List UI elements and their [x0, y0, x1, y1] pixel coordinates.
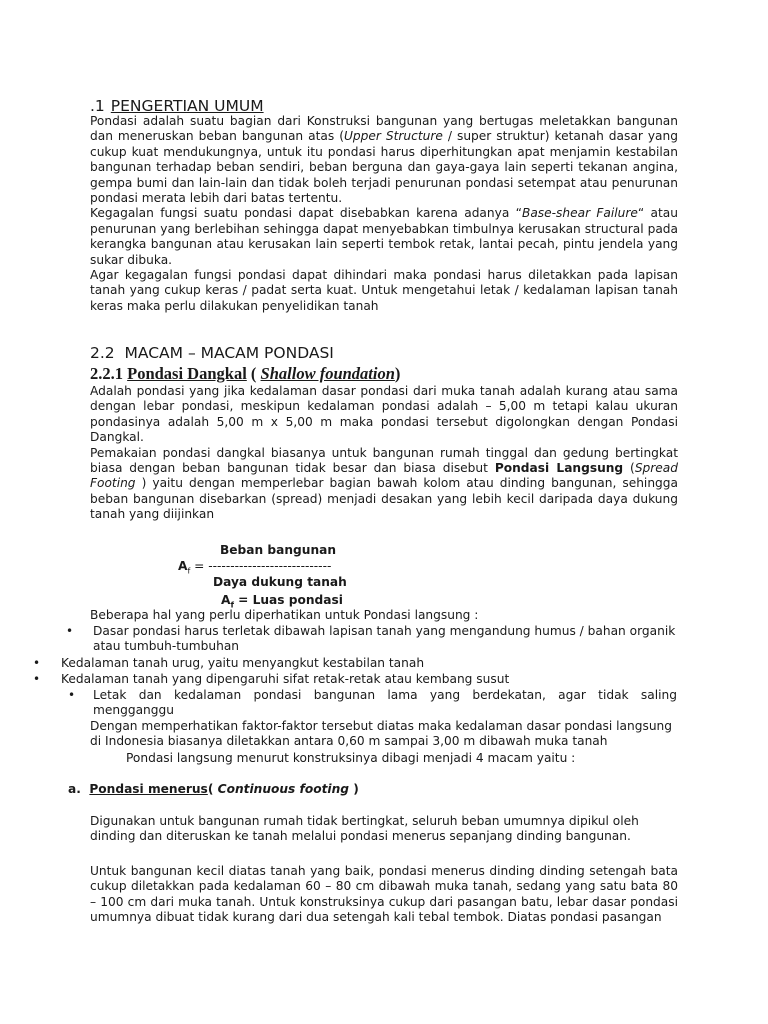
subsection-a-title: Pondasi menerus	[89, 782, 208, 796]
text-run: (	[623, 461, 635, 476]
section-heading-1	[90, 96, 264, 116]
emphasis: Upper Structure	[343, 129, 443, 144]
paragraph: Pondasi langsung menurut konstruksinya dibagi menjadi 4 macam yaitu :	[126, 751, 576, 765]
section-1-body	[90, 114, 678, 314]
emphasis: Continuous footing	[217, 782, 350, 796]
bullet-marker: •	[33, 656, 41, 670]
list-item: Kedalaman tanah yang dipengaruhi sifat retak-retak atau kembang susut	[61, 672, 510, 686]
text-run: Pondasi adalah suatu bagian dari Konstruksi bangunan yang bertugas meletakkan bangunan dan meneruskan beban bangunan atas (	[90, 114, 678, 144]
text-run: / super struktur) ketanah dasar yang cukup kuat mendukungnya, untuk itu pondasi harus diperhitungkan apat menjamin kestabilan bangunan terhadap beban sendiri, beban berguna dan gaya-gaya lain seperti tekanan angina, gempa bumi dan lain-lain dan tidak boleh terjadi penurunan pondasi setempat atau penurunan pondasi merata lebih dari batas tertentu.	[90, 129, 678, 206]
section-2-body	[90, 384, 678, 523]
subsection-a-heading	[68, 782, 359, 797]
paragraph: Adalah pondasi yang jika kedalaman dasar pondasi dari muka tanah adalah kurang atau sama dengan lebar pondasi, meskipun kedalaman pondasi adalah – 5,00 m tetapi kalau ukuran pondasinya adalah 5,00 m x 5,00 m maka pondasi tersebut digolongkan dengan Pondasi Dangkal.	[90, 384, 678, 445]
text-run: (	[246, 364, 261, 383]
bold-term: Pondasi Langsung	[494, 461, 624, 476]
subsection-number: 2.2.1	[90, 364, 123, 383]
bullet-marker: •	[33, 672, 41, 686]
list-letter: a.	[68, 782, 81, 796]
paragraph	[90, 206, 678, 268]
text-run: “ atau penurunan yang berlebihan sehingga dapat menyebabkan timbulnya kerusakan structural pada kerangka bangunan atau kerusakan lain seperti tembok retak, lantai pecah, pintu jendela yang sukar dibuka.	[90, 206, 678, 267]
text-run: )	[349, 782, 359, 796]
paragraph	[90, 114, 678, 206]
text-run: )	[394, 364, 401, 383]
formula-subscript: f	[187, 566, 191, 576]
bullet-marker: •	[66, 624, 74, 638]
notes-intro: Beberapa hal yang perlu diperhatikan untuk Pondasi langsung :	[90, 608, 479, 622]
subsection-title: Pondasi Dangkal	[127, 364, 247, 383]
paragraph: Untuk bangunan kecil diatas tanah yang baik, pondasi menerus dinding dinding setengah bata cukup diletakkan pada kedalaman 60 – 80 cm dibawah muka tanah, sedang yang satu bata 80 – 100 cm dari muka tanah. Untuk konstruksinya cukup dari pasangan batu, lebar dasar pondasi umumnya dibuat tidak kurang dari dua setengah kali tebal tembok. Diatas pondasi pasangan	[90, 864, 678, 925]
formula-symbol: A	[221, 593, 231, 607]
list-item: Kedalaman tanah urug, yaitu menyangkut kestabilan tanah	[61, 656, 425, 670]
text-run: ) yaitu dengan memperlebar bagian bawah kolom atau dinding bangunan, sehingga beban bangunan disebarkan (spread) menjadi desakan yang lebih kecil daripada daya dukung tanah yang diijinkan	[90, 476, 678, 522]
paragraph: Digunakan untuk bangunan rumah tidak bertingkat, seluruh beban umumnya dipikul oleh dinding dan diteruskan ke tanah melalui pondasi menerus sepanjang dinding bangunan.	[90, 814, 639, 844]
list-item: Dasar pondasi harus terletak dibawah lapisan tanah yang mengandung humus / bahan organik atau tumbuh-tumbuhan	[93, 624, 676, 654]
section-title: PENGERTIAN UMUM	[110, 97, 264, 115]
formula-numerator: Beban bangunan	[220, 543, 337, 557]
text-run: Pemakaian pondasi dangkal biasanya untuk bangunan rumah tinggal dan gedung bertingkat biasa dengan beban bangunan tidak besar dan biasa disebut	[90, 445, 678, 476]
paragraph	[90, 446, 678, 523]
subsection-emphasis: Shallow foundation	[260, 364, 395, 383]
paragraph: Dengan memperhatikan faktor-faktor tersebut diatas maka kedalaman dasar pondasi langsung di Indonesia biasanya diletakkan antara 0,60 m sampai 3,00 m dibawah muka tanah	[90, 719, 673, 749]
emphasis: Spread Footing	[90, 461, 678, 491]
subsection-heading	[90, 364, 400, 384]
emphasis: Base-shear Failure	[521, 206, 638, 221]
section-title: MACAM – MACAM PONDASI	[124, 344, 334, 362]
text-run: Kegagalan fungsi suatu pondasi dapat disebabkan karena adanya “	[90, 206, 522, 221]
formula-line: = ----------------------------	[190, 559, 332, 573]
formula-text: = Luas pondasi	[233, 593, 343, 607]
section-number: 2.2	[90, 344, 115, 362]
formula-denominator: Daya dukung tanah	[213, 575, 347, 589]
bullet-marker: •	[68, 688, 76, 702]
list-item: Letak dan kedalaman pondasi bangunan lama yang berdekatan, agar tidak saling mengganggu	[93, 688, 677, 718]
formula-subscript: f	[230, 600, 234, 610]
text-run: (	[207, 782, 218, 796]
formula-symbol: A	[178, 559, 188, 573]
paragraph: Agar kegagalan fungsi pondasi dapat dihindari maka pondasi harus diletakkan pada lapisan tanah yang cukup keras / padat serta kuat. Untuk mengetahui letak / kedalaman lapisan tanah keras maka perlu dilakukan penyelidikan tanah	[90, 268, 678, 313]
section-heading-2	[90, 343, 334, 363]
section-number: .1	[90, 97, 105, 115]
